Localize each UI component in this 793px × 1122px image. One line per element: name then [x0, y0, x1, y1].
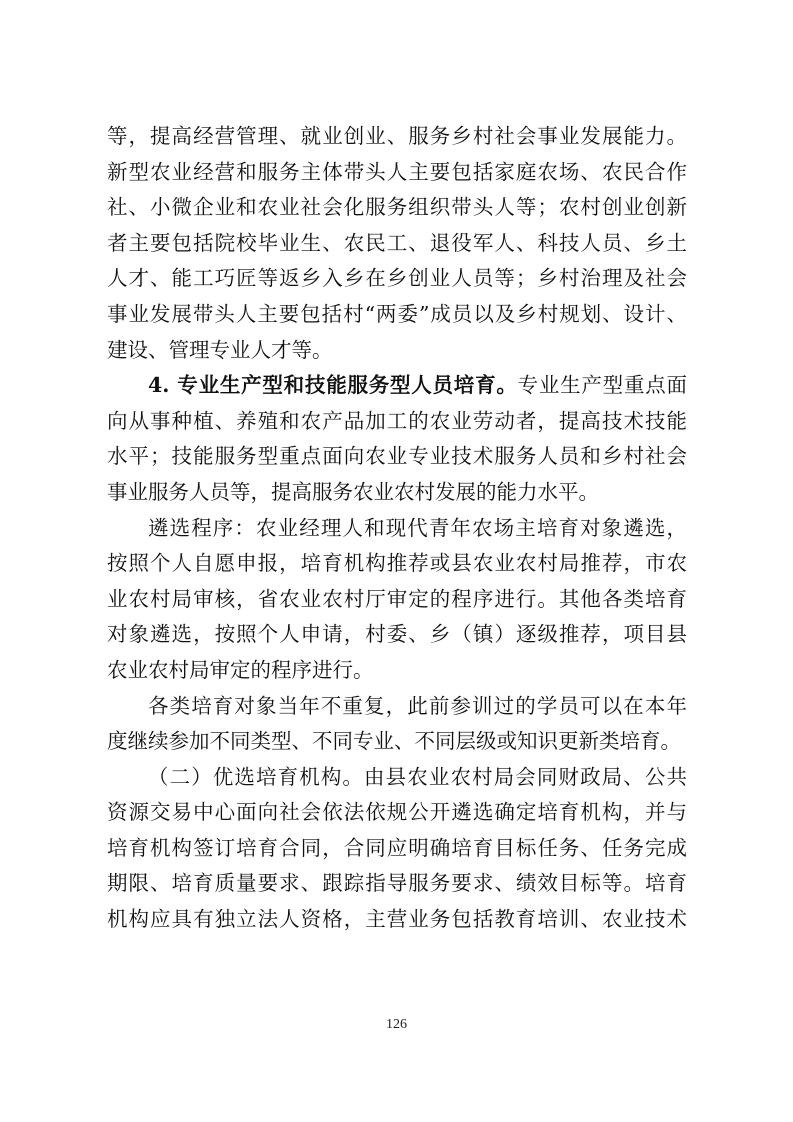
paragraph-training-institutions	[107, 760, 687, 938]
paragraph-selection-procedure	[107, 511, 687, 689]
text-line: 度继续参加不同类型、不同专业、不同层级或知识更新类培育。	[107, 729, 681, 754]
paragraph-leaders	[107, 119, 687, 368]
text-line: 遴选程序：农业经理人和现代青年农场主培育对象遴选，	[148, 515, 687, 540]
text-line: 人才、能工巧匠等返乡入乡在乡创业人员等；乡村治理及社会	[107, 266, 687, 291]
text-line: 各类培育对象当年不重复，此前参训过的学员可以在本年	[148, 693, 687, 718]
text-line: 培育机构签订培育合同，合同应明确培育目标任务、任务完成	[107, 835, 687, 860]
text-line: 对象遴选，按照个人申请，村委、乡（镇）逐级推荐，项目县	[107, 622, 687, 647]
text-line: 机构应具有独立法人资格，主营业务包括教育培训、农业技术	[107, 907, 687, 932]
text-line: 社、小微企业和农业社会化服务组织带头人等；农村创业创新	[107, 195, 687, 220]
text-line: （二）优选培育机构。由县农业农村局会同财政局、公共	[148, 764, 687, 789]
paragraph-professional-training	[107, 368, 687, 510]
text-line: 期限、培育质量要求、跟踪指导服务要求、绩效目标等。培育	[107, 871, 687, 896]
text-line: 业农村局审核，省农业农村厅审定的程序进行。其他各类培育	[107, 586, 687, 611]
heading-line-rest: 专业生产型重点面	[517, 373, 687, 398]
text-line: 按照个人自愿申报，培育机构推荐或县农业农村局推荐，市农	[107, 551, 687, 576]
text-line: 事业服务人员等，提高服务农业农村发展的能力水平。	[107, 479, 599, 504]
page-number: 126	[386, 1017, 407, 1032]
text-line: 事业发展带头人主要包括村“两委”成员以及乡村规划、设计、	[107, 301, 687, 326]
text-line	[107, 368, 687, 404]
text-line: 水平；技能服务型重点面向农业专业技术服务人员和乡村社会	[107, 444, 687, 469]
text-line: 者主要包括院校毕业生、农民工、退役军人、科技人员、乡土	[107, 230, 687, 255]
text-line: 农业农村局审定的程序进行。	[107, 657, 374, 682]
text-line: 资源交易中心面向社会依法依规公开遴选确定培育机构，并与	[107, 800, 687, 825]
text-line: 建设、管理专业人才等。	[107, 337, 333, 362]
section-heading: 4. 专业生产型和技能服务型人员培育。	[148, 373, 518, 398]
text-line: 向从事种植、养殖和农产品加工的农业劳动者，提高技术技能	[107, 408, 687, 433]
text-line: 等，提高经营管理、就业创业、服务乡村社会事业发展能力。	[107, 124, 687, 148]
body-text	[107, 119, 687, 938]
paragraph-no-repeat	[107, 689, 687, 760]
text-line: 新型农业经营和服务主体带头人主要包括家庭农场、农民合作	[107, 159, 687, 184]
